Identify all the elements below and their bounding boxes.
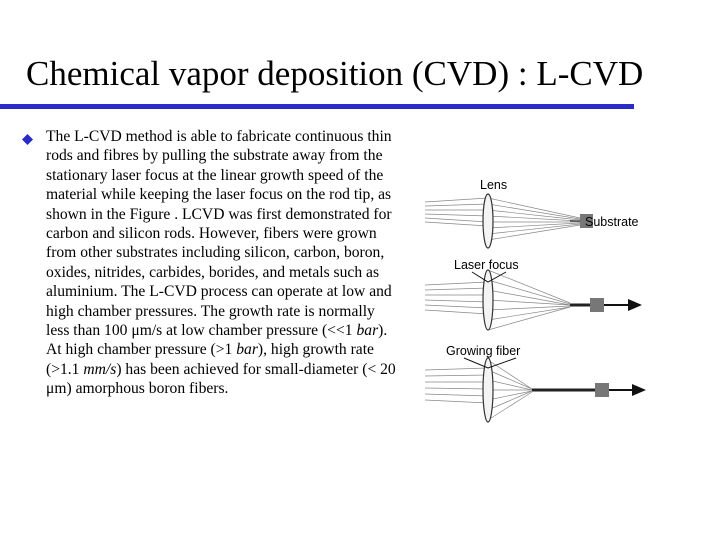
slide-title: Chemical vapor deposition (CVD) : L-CVD (26, 54, 644, 93)
diamond-bullet-icon (22, 134, 33, 145)
body-text-unit: mm/s (83, 360, 117, 378)
pull-arrow-head (632, 384, 646, 396)
lens-shape (483, 270, 493, 330)
body-text-segment: ), high growth rate (>1.1 (46, 341, 374, 378)
body-text-segment: μm) amorphous boron fibers. (46, 380, 229, 398)
label-substrate: Substrate (585, 215, 639, 229)
lcvd-diagram (420, 170, 680, 440)
lens-shape (483, 194, 493, 248)
body-text-segment: ). At high chamber pressure (>1 (46, 322, 388, 359)
label-laser-focus: Laser focus (454, 258, 519, 272)
panel-laser-focus (425, 270, 570, 330)
label-lens: Lens (480, 178, 508, 192)
substrate-block (590, 298, 604, 312)
label-growing-fiber: Growing fiber (446, 344, 521, 358)
pull-arrow-head (628, 299, 642, 311)
title-underline (0, 104, 634, 109)
substrate-block (595, 383, 609, 397)
body-paragraph (46, 127, 396, 399)
panel-growing-fiber (425, 360, 532, 420)
body-text-unit: bar (236, 341, 258, 359)
lcvd-figure (420, 170, 680, 440)
body-text-segment: μm/s at low chamber pressure (<<1 (131, 322, 357, 340)
panel-substrate (425, 198, 580, 240)
body-text-segment: ) has been achieved for small-diameter (< 20 (116, 360, 396, 378)
body-text-segment: The L-CVD method is able to fabricate continuous thin rods and fibres by pulling the substrate away from the stationary laser focus at the linear growth speed of the material while keeping the laser focus on the rod tip, as shown in the Figure . LCVD was first demonstrated for carbon and silicon rods. However, fibers were grown from other substrates including silicon, carbon, boron, oxides, nitrides, carbides, borides, and metals such as aluminium. The L-CVD process can operate at low and high chamber pressures. The growth rate is normally less than 100 (46, 128, 392, 340)
body-text-unit: bar (356, 322, 379, 340)
